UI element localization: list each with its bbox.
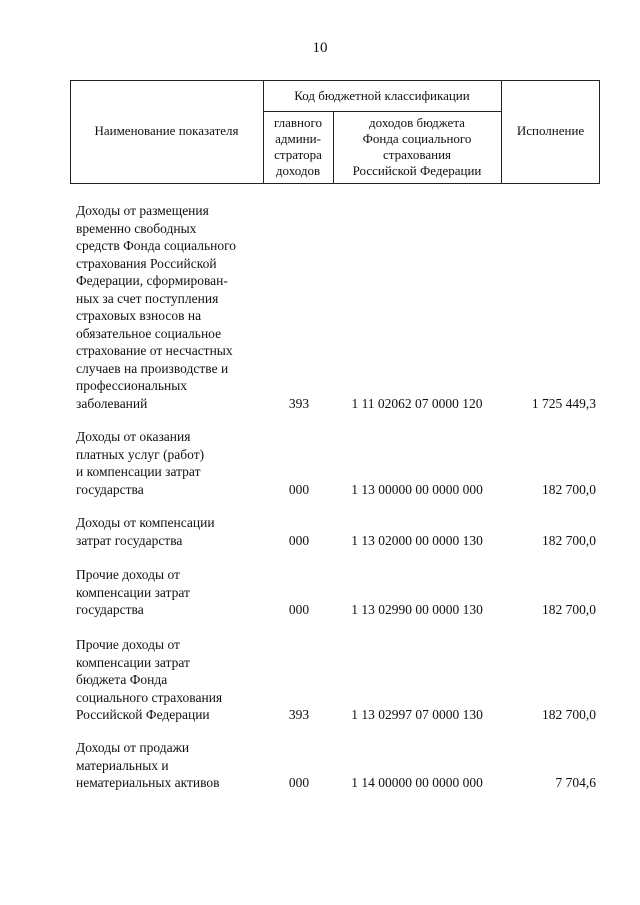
row-budget-code: 1 13 02990 00 0000 130 — [351, 602, 483, 617]
row-name-line: Доходы от оказания — [76, 429, 191, 444]
row-name-line: нематериальных активов — [76, 775, 220, 790]
row-name-line: обязательное социальное — [76, 325, 222, 341]
row-admin-code: 000 — [288, 775, 310, 790]
row-budget-code: 1 13 02997 07 0000 130 — [351, 707, 483, 722]
row-name-line: Прочие доходы от — [76, 567, 180, 582]
row-name-line: Доходы от компенсации — [76, 515, 215, 530]
row-admin-code: 000 — [288, 481, 310, 497]
row-name-line: Российской Федерации — [76, 707, 210, 722]
row-admin-code: 000 — [288, 532, 310, 548]
header-budget-classification: Код бюджетной классификации — [294, 88, 470, 103]
row-name-line: компенсации затрат — [76, 584, 190, 600]
row-execution-value: 182 700,0 — [542, 602, 596, 617]
row-admin-code: 393 — [288, 395, 310, 411]
row-name-line: Федерации, сформирован- — [76, 273, 228, 288]
row-execution-value: 182 700,0 — [542, 707, 596, 722]
row-name-line: временно свободных — [76, 220, 197, 236]
row-budget-code: 1 11 02062 07 0000 120 — [351, 395, 483, 411]
header-divider-horizontal — [263, 111, 501, 112]
row-name-line: профессиональных — [76, 378, 188, 393]
row-budget-code: 1 14 00000 00 0000 000 — [351, 775, 483, 790]
row-name-line: затрат государства — [76, 532, 183, 548]
row-admin-code: 000 — [288, 602, 310, 617]
row-budget-code: 1 13 02000 00 0000 130 — [351, 532, 483, 548]
header-exec-column: Исполнение — [516, 123, 585, 138]
row-name-line: компенсации затрат — [76, 654, 190, 670]
row-name-line: платных услуг (работ) — [76, 446, 205, 462]
row-name — [76, 514, 276, 549]
row-name-line: Доходы от продажи — [76, 740, 190, 755]
row-name-line: материальных и — [76, 757, 169, 773]
row-name-line: заболеваний — [76, 395, 148, 411]
row-name-line: средств Фонда социального — [76, 238, 237, 253]
row-name-line: и компенсации затрат — [76, 464, 201, 479]
header-name-column: Наименование показателя — [94, 123, 239, 138]
row-budget-code: 1 13 00000 00 0000 000 — [351, 481, 483, 497]
row-name-line: бюджета Фонда — [76, 672, 168, 687]
header-admin-column: главного админи- стратора доходов — [273, 115, 323, 178]
row-name — [76, 202, 276, 412]
row-name-line: ных за счет поступления — [76, 290, 219, 306]
header-income-column: доходов бюджета Фонда социального страхования Российской Федерации — [352, 115, 482, 178]
row-execution-value: 182 700,0 — [542, 532, 596, 548]
row-name — [76, 566, 276, 619]
row-name-line: страхование от несчастных — [76, 343, 233, 358]
row-admin-code: 393 — [288, 707, 310, 722]
row-name-line: страховых взносов на — [76, 308, 202, 323]
row-name — [76, 739, 276, 792]
row-name-line: страхования Российской — [76, 255, 217, 271]
row-name-line: социального страхования — [76, 689, 223, 705]
row-name — [76, 428, 276, 498]
page-number: 10 — [312, 40, 328, 56]
row-name — [76, 636, 276, 724]
row-execution-value: 7 704,6 — [555, 775, 596, 790]
row-name-line: случаев на производстве и — [76, 360, 229, 376]
row-name-line: Прочие доходы от — [76, 637, 180, 652]
row-name-line: государства — [76, 602, 144, 617]
row-name-line: государства — [76, 481, 144, 497]
row-execution-value: 182 700,0 — [542, 481, 596, 497]
row-name-line: Доходы от размещения — [76, 203, 209, 218]
row-execution-value: 1 725 449,3 — [531, 395, 596, 411]
